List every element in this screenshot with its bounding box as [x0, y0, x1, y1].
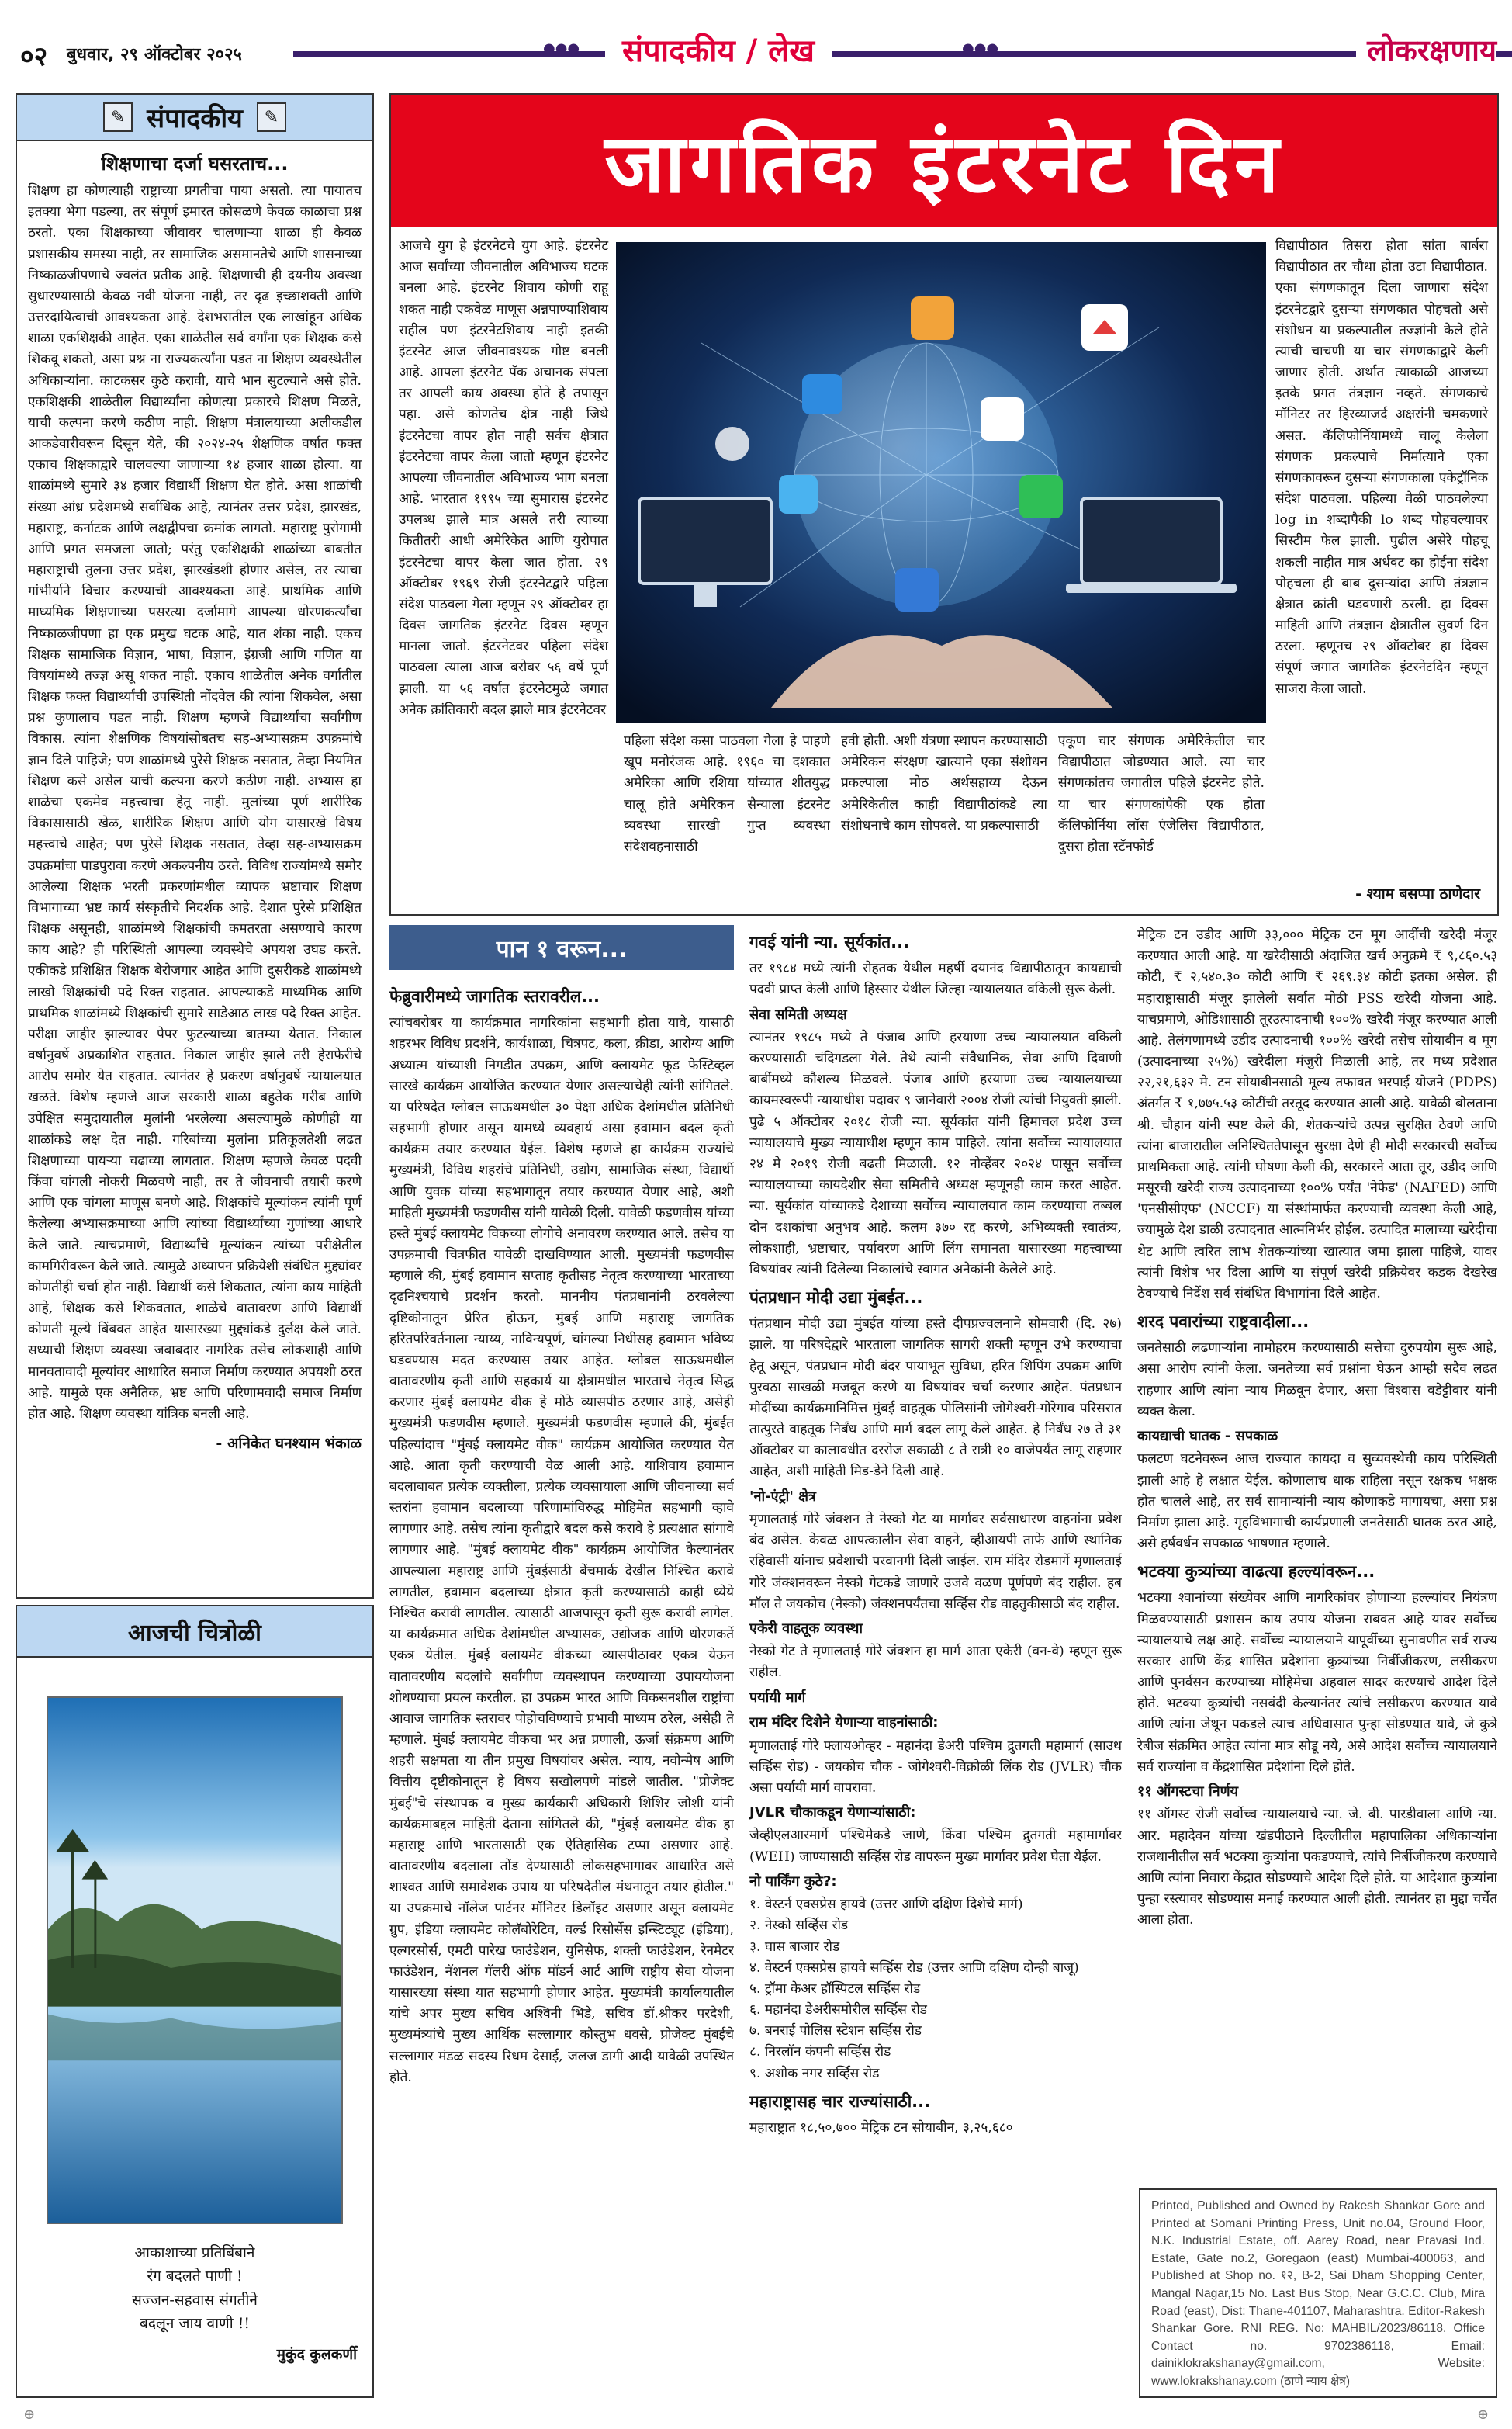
list-item: ७. बनराई पोलिस स्टेशन सर्व्हिस रोड	[749, 2023, 922, 2039]
caption-line: रंग बदलते पाणी !	[147, 2268, 243, 2285]
story-body: पंतप्रधान मोदी उद्या मुंबईत यांच्या हस्ते दीपप्रज्वलनाने सोमवारी (दि. २७) झाले. या परिषदेद्वारे भारताला जागतिक सागरी शक्ती म्हणून उभे करण्याचा हेतू असून, पंतप्रधान मोदी बंदर पायाभूत सुविधा, हरित शिपिंग उपक्रम आणि पुरवठा साखळी मजबूत करणे या विषयांवर चर्चा करणार आहेत. पंतप्रधान मोदींच्या कार्यक्रमानिमित्त मुंबई वाहतूक पोलिसांनी जोगेश्वरी-गोरेगाव परिसरात तात्पुरते वाहतूक निर्बंध आणि मार्ग बदल लागू केले आहेत. हे निर्बंध २७ ते ३१ ऑक्टोबर या कालावधीत दररोज सकाळी ८ ते रात्री १० वाजेपर्यंत लागू राहणार आहेत, अशी माहिती मिड-डेने दिली आहे.	[749, 1316, 1122, 1480]
caption-line: सज्जन-सहवास संगतीने	[132, 2291, 258, 2309]
story-subhead: पर्यायी मार्ग	[749, 1689, 806, 1706]
story-subhead: कायद्याची घातक - सपकाळ	[1137, 1427, 1278, 1444]
registration-mark: ⊕	[23, 2406, 36, 2423]
editorial-body: शिक्षण हा कोणत्याही राष्ट्राच्या प्रगतीचा पाया असतो. त्या पायातच इतक्या भेगा पडल्या, तर संपूर्ण इमारत कोसळणे केवळ काळाचा प्रश्न ठरतो. एका शिक्षकाच्या जीवावर चालणाऱ्या शाळा ही केवळ प्रशासकीय समस्या नाही, तर सामाजिक असमानतेचे आणि शासनाच्या निष्काळजीपणाचे ज्वलंत प्रतीक आहे. शिक्षणाची ही दयनीय अवस्था सुधारण्यासाठी केवळ नवी योजना नाही, तर दृढ इच्छाशक्ती आणि उत्तरदायित्वाची आवश्यकता आहे. देशभरातील एक लाखांहून अधिक शाळा एकशिक्षकी आहेत. एका शाळेतील सर्व वर्गांना एक शिक्षक कसे शिकवू शकतो, असा प्रश्न ना राज्यकर्त्यांना पडत ना शिक्षण व्यवस्थेतील अधिकाऱ्यांना. काटकसर कुठे करावी, याचे भान सुटल्याने असे होते. एकशिक्षकी शाळेतील विद्यार्थ्यांना कोणत्या प्रकारचे शिक्षण मिळते, याची कल्पना करणे कठीण नाही. शिक्षण मंत्रालयाच्या अलीकडील आकडेवारीवरून दिसून येते, की २०२४-२५ शैक्षणिक वर्षात फक्त एकाच शिक्षकाद्वारे चालवल्या जाणाऱ्या १४ हजार शाळा होत्या. या शाळांमध्ये सुमारे ३४ हजार विद्यार्थी शिक्षण घेत होते. असा शाळांची संख्या आंध्र प्रदेशमध्ये सर्वाधिक आहे, त्यानंतर उत्तर प्रदेश, झारखंड, महाराष्ट्र, कर्नाटक आणि लक्षद्वीपचा क्रमांक लागतो. महाराष्ट्र पुरोगामी आणि प्रगत समजला जातो; परंतु एकशिक्षकी शाळांच्या बाबतीत महाराष्ट्राची तुलना उत्तर प्रदेश, झारखंडशी होणार असेल, तर त्याचा गांभीर्याने विचार करण्याची आवश्यकता आहे. प्राथमिक आणि माध्यमिक शिक्षणाच्या पसरत्या दर्जामागे आपल्या धोरणकर्त्यांचा निष्काळजीपणा हा एक प्रमुख घटक आहे, यात शंका नाही. एकच शिक्षक सामाजिक विज्ञान, भाषा, विज्ञान, इंग्रजी आणि गणित या विषयांमध्ये तज्ज्ञ असू शकत नाही. एकाच शाळेतील अनेक वर्गातील शिक्षक फक्त विद्यार्थ्यांची उपस्थिती नोंदवेल की त्यांना शिकवेल, असा प्रश्न कुणालाच पडत नाही. शिक्षण म्हणजे विद्यार्थ्यांचा सर्वांगीण विकास. त्यांना शैक्षणिक विषयांसोबतच सह-अभ्यासक्रम उपक्रमांचे ज्ञान दिले पाहिजे; पण शाळांमध्ये पुरेसे शिक्षक नसतात, तेव्हा नियमित शिक्षण कसे असेल याची कल्पना करणे कठीण नाही. अभ्यास हा शाळेचा एकमेव महत्त्वाचा हेतू नाही. मुलांच्या पूर्ण शारीरिक विकासासाठी खेळ, शारीरिक शिक्षण आणि योग यासारखे विषय महत्त्वाचे आहेत; पण पुरेसे शिक्षक नसतात, तेव्हा सह-अभ्यासक्रम उपक्रमांचा पाडपुरावा करणे अकल्पनीय ठरते. विविध राज्यांमध्ये समोर आलेल्या शिक्षक भरती प्रकरणांमधील व्यापक भ्रष्टाचार शिक्षण विभागाच्या भ्रष्ट कार्य संस्कृतीचे निदर्शक आहे. देशात पुरेसे प्रशिक्षित शिक्षक असूनही, शाळांमध्ये शिक्षकांची कमतरता असण्याचे कारण काय आहे? ही परिस्थिती आपल्या व्यवस्थेचे अपयश उघड करते. एकीकडे प्रशिक्षित शिक्षक बेरोजगार आहेत आणि दुसरीकडे शाळांमध्ये लाखो शिक्षकांची पदे रिक्त राहतात. आपल्याकडे माध्यमिक आणि प्राथमिक शाळांमध्ये शिक्षकांची सुमारे साडेआठ लाख पदे रिक्त आहेत. परीक्षा जाहीर झाल्यावर पेपर फुटल्याच्या बातम्या येतात. निकाल वर्षानुवर्षे अप्रकाशित राहतात. निकाल जाहीर झाले तरी हेराफेरीचे आरोप समोर येत राहतात. त्यानंतर हे प्रकरण वर्षानुवर्षे न्यायालयात खळते. विशेष म्हणजे आज सरकारी शाळा बहुतेक गरीब आणि उपेक्षित समुदायातील मुलांनी भरलेल्या असल्यामुळे कोणीही या शाळांकडे लक्ष देत नाही. गरिबांच्या मुलांना प्रतिकूलतेशी लढत शिक्षणाच्या पायऱ्या चढाव्या लागतात. शिक्षण म्हणजे केवळ पदवी किंवा चांगली नोकरी मिळवणे नाही, तर ते जीवनाची तयारी करणे आणि एक चांगला माणूस बनणे आहे. शिक्षकांचे मूल्यांकन त्यांनी पूर्ण केलेल्या अभ्यासक्रमाच्या आणि त्यांच्या विद्यार्थ्यांच्या गुणांच्या आधारे केले जाते. त्याचप्रमाणे, विद्यार्थ्यांचे मूल्यांकन त्यांच्या परीक्षेतील कामगिरीवरून केले जाते. त्यामुळे अध्यापन प्रक्रियेशी संबंधित मुद्द्यांवर कोणतीही चर्चा होत नाही. विद्यार्थी कसे शिकतात, त्यांना काय माहिती आहे, शिक्षक कसे शिकवतात, शाळेचे वातावरण आणि विद्यार्थी कोणती मूल्ये बिंबवत आहेत यासारख्या मुद्द्यांकडे दुर्लक्ष केले जाते. सध्याची शिक्षण व्यवस्था जबाबदार नागरिक तसेच लोकशाही आणि मानवतावादी मूल्यांवर आधारित समाज निर्माण करण्यात अपयशी ठरत आहे. यामुळे एक अनैतिक, भ्रष्ट आणि परिणामवादी समाज निर्माण होत आहे. शिक्षण व्यवस्था यांत्रिक बनली आहे.	[28, 183, 362, 1422]
story-title: भटक्या कुत्र्यांच्या वाढत्या हल्ल्यांवरून...	[1137, 1562, 1375, 1582]
cartoon-caption	[17, 2241, 372, 2336]
story-subhead: ११ ऑगस्टचा निर्णय	[1137, 1783, 1239, 1800]
section-title: संपादकीय / लेख	[605, 28, 832, 71]
story-title: पंतप्रधान मोदी उद्या मुंबईत...	[749, 1288, 923, 1308]
list-item: २. नेस्को सर्व्हिस रोड	[749, 1918, 849, 1934]
feature-bottom-col: एकूण चार संगणक अमेरिकेतील चार विद्यापीठात जोडण्यात आले. त्या चार संगणकांतच जगातील पहिले इंटरनेट होते. या चार संगणकांपैकी एक होता कॅलिफोर्निया लॉस एंजेलिस विद्यापीठात, दुसरा होता स्टॅनफोर्ड	[1058, 733, 1265, 854]
story-body: जेव्हीएलआरमार्गे पश्चिमेकडे जाणे, किंवा पश्चिम द्रुतगती महामार्गावर (WEH) जाण्यासाठी सर्व्हिस रोड वापरून मुख्य मार्गावर प्रवेश घेता येईल.	[749, 1828, 1122, 1865]
feature-banner	[391, 95, 1497, 227]
editorial-heading: संपादकीय	[147, 103, 243, 134]
story-body: त्यानंतर १९८५ मध्ये ते पंजाब आणि हरयाणा उच्च न्यायालयात वकिली करण्यासाठी चंदिगडला गेले. तेथे त्यांनी संवैधानिक, सेवा आणि दिवाणी बाबींमध्ये कौशल्य मिळवले. पंजाब आणि हरयाणा उच्च न्यायालयाच्या कायमस्वरूपी न्यायाधीश पदावर ९ जानेवारी २००४ रोजी त्यांची नियुक्ती झाली. पुढे ५ ऑक्टोबर २०१८ रोजी न्या. सूर्यकांत यांनी हिमाचल प्रदेश उच्च न्यायालयाचे मुख्य न्यायाधीश म्हणून काम पाहिले. त्यांना सर्वोच्च न्यायालयात २४ मे २०१९ रोजी बढती मिळाली. १२ नोव्हेंबर २०२४ पासून सर्वोच्च न्यायालयाच्या कायदेशीर सेवा समितीचे अध्यक्ष म्हणूनही काम करत आहेत. न्या. सूर्यकांत यांच्याकडे देशाच्या सर्वोच्च न्यायालयात काम करण्याचा तब्बल दोन दशकांचा अनुभव आहे. कलम ३७० रद्द करणे, अभिव्यक्ती स्वातंत्र्य, लोकशाही, भ्रष्टाचार, पर्यावरण आणि लिंग समानता यासारख्या महत्त्वाच्या विषयांवर त्यांनी दिलेल्या निकालांचे स्वागत अनेकांनी केलेले आहे.	[749, 1029, 1122, 1277]
story-title: गवई यांनी न्या. सूर्यकांत...	[749, 933, 910, 951]
page-number: ०२	[20, 41, 48, 72]
story-body: फलटण घटनेवरून आज राज्यात कायदा व सुव्यवस्थेची काय परिस्थिती झाली आहे हे लक्षात येईल. कोणालाच धाक राहिला नसून रक्षकच भक्षक होत चालले आहे, तर सर्व सामान्यांनी न्याय कोणाकडे मागायचा, असा प्रश्न निर्माण झाला आहे. गृहविभागाची कार्यप्रणाली जनतेसाठी घातक ठरत आहे, असे हर्षवर्धन सपकाळ भाषणात म्हणाले.	[1137, 1451, 1497, 1552]
wheel-dots-icon: ●●●	[543, 40, 580, 57]
feature-title: जागतिक इंटरनेट दिन	[604, 116, 1284, 211]
list-item: १. वेस्टर्न एक्सप्रेस हायवे (उत्तर आणि दक्षिण दिशेचे मार्ग)	[749, 1897, 1023, 1913]
story-body: त्यांचबरोबर या कार्यक्रमात नागरिकांना सहभागी होता यावे, यासाठी शहरभर विविध प्रदर्शने, कार्यशाळा, चित्रपट, कला, क्रीडा, आरोग्य आणि अध्यात्म यांच्याशी निगडीत उपक्रम, आणि क्लायमेट फूड फेस्टिव्हल सारखे कार्यक्रम आयोजित करण्यात येणार असल्याचेही त्यांनी सांगितले. या परिषदेत ग्लोबल साऊथमधील ३० पेक्षा अधिक देशांमधील प्रतिनिधी सहभागी होणार असून यामध्ये व्यवहार्य असा हवामान बदल कृती कार्यक्रम तयार करण्यात येईल. विशेष म्हणजे हा कार्यक्रम राज्यांचे मुख्यमंत्री, विविध शहरांचे प्रतिनिधी, उद्योग, सामाजिक संस्था, विद्यार्थी आणि युवक यांच्या सहभागातून तयार करण्यात येणार आहे, अशी माहिती मुख्यमंत्री फडणवीस यांनी यावेळी दिली. यावेळी फडणवीस यांच्या हस्ते मुंबई क्लायमेट विकच्या लोगोचे अनावरण करण्यात आले. तसेच या उपक्रमाची चित्रफीत यावेळी दाखविण्यात आली. मुख्यमंत्री फडणवीस म्हणाले की, मुंबई हवामान सप्ताह कृतीसह नेतृत्व करण्याच्या भारताच्या दृढनिश्चयाचे प्रदर्शन करतो. माननीय पंतप्रधानांनी ठरवलेल्या दृष्टिकोनातून प्रेरित होऊन, मुंबई आणि महाराष्ट्र जागतिक हरितपरिवर्तनाला न्याय्य, नाविन्यपूर्ण, चांगल्या निधीसह हवामान भविष्य घडवण्यास मदत करण्यास तयार आहेत. ग्लोबल साऊथमधील वातावरणीय कृती आणि सहकार्य या क्षेत्रामधील भारताचे नेतृत्व सिद्ध करणार मुंबई क्लायमेट वीक हे मोठे व्यासपीठ ठरणार आहे, असेही मुख्यमंत्री फडणवीस म्हणाले. मुख्यमंत्री फडणवीस म्हणाले की, मुंबईत पहिल्यांदाच "मुंबई क्लायमेट वीक" कार्यक्रम आयोजित करण्यात येत आहे. आता कृती करण्याची वेळ आली आहे. याशिवाय हवामान बदलाबाबत प्रत्येक व्यक्तीला, प्रत्येक व्यवसायाला आणि जीवनाच्या सर्व स्तरांना हवामान बदलाच्या परिणामांविरुद्ध मोहिमेत सहभागी व्हावे लागणार आहे. तसेच त्यांना कृतीद्वारे बदल कसे करावे हे प्रत्यक्षात सांगावे लागणार आहे. "मुंबई क्लायमेट वीक" कार्यक्रम आयोजित केल्यानंतर आपल्याला महाराष्ट्र आणि मुंबईसाठी बेंचमार्क देखील निश्चित करावे लागतील, हवामान बदलाच्या क्षेत्रात कृती करण्यासाठी काही ध्येये निश्चित करावी लागतील. त्यासाठी आजपासून कृती सुरू करावी लागेल. या कार्यक्रमात अधिक देशांमधील अभ्यासक, उद्योजक आणि धोरणकर्ते एकत्र येतील. मुंबई क्लायमेट वीकच्या व्यासपीठावर एकत्र येऊन वातावरणीय बदलांचे सर्वांगीण व्यवस्थापन करण्याच्या उपाययोजना शोधण्याचा प्रयत्न करतील. हा उपक्रम भारत आणि विकसनशील राष्ट्रांचा आवाज जागतिक स्तरावर पोहोचविण्याचे प्रभावी माध्यम ठरेल, असेही ते म्हणाले. मुंबई क्लायमेट वीकचा भर अन्न प्रणाली, ऊर्जा संक्रमण आणि शहरी सक्षमता या तीन प्रमुख विषयांवर असेल. न्याय, नवोन्मेष आणि वित्तीय दृष्टीकोनातून हे विषय सखोलपणे मांडले जातील. "प्रोजेक्ट मुंबई"चे संस्थापक व मुख्य कार्यकारी अधिकारी शिशिर जोशी यांनी कार्यक्रमाबद्दल माहिती देताना सांगितले की, "मुंबई क्लायमेट वीक हा महाराष्ट्र आणि भारतासाठी एक ऐतिहासिक टप्पा असणार आहे. वातावरणीय बदलाला तोंड देण्यासाठी लोकसहभागावर आधारित असे शाश्वत आणि समावेशक उपाय या परिषदेतील मंथनातून तयार होतील." या उपक्रमाचे नॉलेज पार्टनर मॉनिटर डिलॉइट असणार असून क्लायमेट ग्रुप, इंडिया क्लायमेट कोलॅबोरेटिव, वर्ल्ड रिसोर्सेस इन्स्टिट्यूट (इंडिया), एल्गरसोर्स, एमटी पारेख फाउंडेशन, युनिसेफ, शक्ती फाउंडेशन, रेनमेटर फाउंडेशन, नॅशनल गॅलरी ऑफ मॉडर्न आर्ट आणि राष्ट्रीय सेवा योजना यासारख्या संस्था यात सहभागी होणार आहेत. मुख्यमंत्री कार्यालयातील यांचे अपर मुख्य सचिव अश्विनी भिडे, सचिव डॉ.श्रीकर परदेशी, मुख्यमंत्र्यांचे मुख्य आर्थिक सल्लागार कौस्तुभ धवसे, प्रोजेक्ट मुंबईचे सल्लागार मंडळ सदस्य रिधम देसाई, जलज डागी आदी यावेळी उपस्थित होते.	[389, 1015, 734, 2085]
story-body: मृणालताई गोरे फ्लायओव्हर - महानंदा डेअरी पश्चिम द्रुतगती महामार्ग (साउथ सर्व्हिस रोड) - जयकोच चौक - जोगेश्वरी-विक्रोळी लिंक रोड (JVLR) चौक असा पर्यायी मार्ग वापरावा.	[749, 1738, 1122, 1796]
wheel-dots-icon: ●●●	[962, 40, 999, 57]
story-subhead: सेवा समिती अध्यक्ष	[749, 1006, 847, 1023]
laptop-device	[1066, 498, 1237, 593]
list-item: ४. वेस्टर्न एक्सप्रेस हायवे सर्व्हिस रोड (उत्तर आणि दक्षिण दोन्ही बाजू)	[749, 1959, 1079, 1976]
cartoon-heading: आजची चित्रोळी	[17, 1606, 372, 1658]
issue-date: बुधवार, २९ ऑक्टोबर २०२५	[67, 45, 242, 64]
list-item: ५. ट्रॉमा केअर हॉस्पिटल सर्व्हिस रोड	[749, 1980, 921, 1997]
caption-line: आकाशाच्या प्रतिबिंबाने	[134, 2244, 255, 2261]
story-subhead: एकेरी वाहतूक व्यवस्था	[749, 1620, 863, 1637]
list-item: ९. अशोक नगर सर्व्हिस रोड	[749, 2065, 880, 2081]
feature-col-left: आजचे युग हे इंटरनेटचे युग आहे. इंटरनेट आज सर्वांच्या जीवनातील अविभाज्य घटक बनला आहे. इंटरनेट शिवाय कोणी राहू शकत नाही एकवेळ माणूस अन्नपाण्याशिवाय राहील पण इंटरनेटशिवाय नाही इतकी इंटरनेट आज जीवनावश्यक गोष्ट बनली आहे. आपला इंटरनेट पॅक अचानक संपला तर आपली काय अवस्था होते हे तपासून पहा. असे कोणतेच क्षेत्र नाही जिथे इंटरनेटचा वापर होत नाही सर्वच क्षेत्रात इंटरनेटचा वापर केला जातो म्हणून इंटरनेट आपल्या जीवनातील अविभाज्य भाग बनला आहे. भारतात १९९५ च्या सुमारास इंटरनेट उपलब्ध झाले मात्र असले तरी त्याच्या कितीतरी आधी अमेरिकेत आणि युरोपात इंटरनेटचा वापर केला जात होता. २९ ऑक्टोबर १९६९ रोजी इंटरनेटद्वारे पहिला संदेश पाठवला गेला म्हणून २९ ऑक्टोबर हा दिवस जागतिक इंटरनेट दिवस म्हणून मानला जातो. इंटरनेटवर पहिला संदेश पाठवला त्याला आज बरोबर ५६ वर्षे पूर्ण झाली. या ५६ वर्षात इंटरनेटमुळे जगात अनेक क्रांतिकारी बदल झाले मात्र इंटरनेटवर	[399, 238, 608, 718]
editorial-title: शिक्षणाचा दर्जा घसरताच...	[101, 153, 289, 175]
jump-column-2	[749, 925, 1122, 2400]
story-subhead: राम मंदिर दिशेने येणाऱ्या वाहनांसाठी:	[749, 1714, 939, 1731]
list-item: ६. महानंदा डेअरीसमोरील सर्व्हिस रोड	[749, 2002, 927, 2018]
caption-line: बदलून जाय वाणी !!	[140, 2315, 250, 2333]
cartoon-artist: मुकुंद कुलकर्णी	[276, 2345, 357, 2363]
imprint-box: Printed, Published and Owned by Rakesh Shankar Gore and Printed at Somani Printing Press, Unit no.04, Ground Floor, N.K. Industrial Estate, off. Aarey Road, near Pravasi Ind. Estate, Gate no.2, Goregaon (east) Mumbai-400063, and Published at Shop no. १२, B-2, Sai Dham Shopping Center, Mangal Nagar,15 No. Last Bus Stop, Near G.C.C. Club, Mira Road (east), Dist: Thane-401107, Maharashtra. Editor-Rakesh Shankar Gore. RNI REG. No: MAHBIL/2023/86118. Office Contact no. 9702386118, Email: dainiklokrakshanay@gmail.com, Website: www.lokrakshanay.com (ठाणे न्याय क्षेत्र)	[1139, 2188, 1497, 2398]
feature-col-right: विद्यापीठात तिसरा होता सांता बार्बरा विद्यापीठात तर चौथा होता उटा विद्यापीठात. एका संगणकातून दिला जाणारा संदेश इंटरनेटद्वारे दुसऱ्या संगणकात पोहचतो असे संशोधन या प्रकल्पातील तज्ज्ञांनी केले होते त्याची चाचणी या चार संगणकाद्वारे केली जाणार होती. अर्थात त्याकाळी आजच्या इतके प्रगत तंत्रज्ञान नव्हते. संगणकाचे मॉनिटर तर हिरव्याजर्द अक्षरांनी चमकणारे असत. कॅलिफोर्नियामध्ये चालू केलेला संगणक प्रकल्पाचे निर्मात्याने एका संगणकावरून दुसऱ्या संगणकाला एकेट्रॉनिक संदेश पाठवला. पहिल्या वेळी पाठवलेल्या log in शब्दापैकी lo शब्द पोहचल्यावर सिस्टीम फेल झाली. पुढील असेरे पोहचू शकली नाहीत मात्र अर्धवट का होईना संदेश पोहचला ही बाब दुसऱ्यांदा आणि तंत्रज्ञान क्षेत्रात क्रांती घडवणारी ठरली. हा दिवस माहिती आणि तंत्रज्ञान क्षेत्रातील सुवर्ण दिन ठरला. म्हणूनच २९ ऑक्टोबर हा दिवस संपूर्ण जगात जागतिक इंटरनेटदिन म्हणून साजरा केला जातो.	[1275, 238, 1488, 697]
masthead	[0, 0, 1512, 72]
jump-heading: पान १ वरून...	[389, 925, 734, 970]
jump-column-3	[1137, 925, 1497, 2182]
feature-bottom-col: हवी होती. अशी यंत्रणा स्थापन करण्यासाठी अमेरिकन संरक्षण खात्याने एका संशोधन प्रकल्पाला मोठ अर्थसहाय्य देऊन अमेरिकेतील काही विद्यापीठांकडे त्या संशोधनाचे काम सोपवले. या प्रकल्पासाठी	[841, 733, 1047, 833]
editorial-column	[16, 93, 374, 1599]
story-body: मेट्रिक टन उडीद आणि ३३,००० मेट्रिक टन मूग आदींची खरेदी मंजूर करण्यात आली आहे. या खरेदीसाठी अंदाजित खर्च अनुक्रमे ₹ ९,८६०.५३ कोटी, ₹ २,५४०.३० कोटी आणि ₹ २६९.३४ कोटी इतका असेल. ही महाराष्ट्रासाठी मंजूर झालेली सर्वात मोठी PSS खरेदी योजना आहे. याचप्रमाणे, ओडिशासाठी तूरउत्पादनाची १००% खरेदी मंजूर करण्यात आली आहे. तेलंगणामध्ये उडीद उत्पादनाची १००% खरेदी तसेच सोयाबीन व मूग (उत्पादनाच्या २५%) खरेदीला मंजुरी मिळाली आहे, तर मध्य प्रदेशात २२,२१,६३२ मे. टन सोयाबीनसाठी मूल्य तफावत भरपाई योजने (PDPS) अंतर्गत ₹ १,७७५.५३ कोटींची तरतूद करण्यात आली आहे. यावेळी बोलताना श्री. चौहान यांनी स्पष्ट केले की, शेतकऱ्यांचे उत्पन्न सुरक्षित ठेवणे आणि त्यांना बाजारातील अनिश्चिततेपासून सुरक्षा देणे ही मोदी सरकारची सर्वोच्च प्राथमिकता आहे. त्यांनी घोषणा केली की, सरकारने आता तूर, उडीद आणि मसूरची खरेदी राज्य उत्पादनाच्या १००% पर्यंत 'नेफेड' (NAFED) आणि 'एनसीसीएफ' (NCCF) या संस्थांमार्फत करण्याची व्यवस्था केली आहे, ज्यामुळे देश डाळी उत्पादनात आत्मनिर्भर होईल. उत्पादित मालाच्या खरेदीचा थेट आणि त्वरित लाभ शेतकऱ्यांच्या खात्यात जमा झाला पाहिजे, यावर त्यांनी विशेष भर दिला आणि या संपूर्ण खरेदी प्रक्रियेवर कडक देखरेख ठेवण्याचे निर्देश सर्व संबंधित विभागांना दिले आहेत.	[1137, 927, 1497, 1301]
story-title: महाराष्ट्रासह चार राज्यांसाठी...	[749, 2091, 931, 2111]
feature-byline: - श्याम बसप्पा ठाणेदार	[1355, 885, 1480, 903]
story-body: मृणालताई गोरे जंक्शन ते नेस्को गेट या मार्गावर सर्वसाधारण वाहनांना प्रवेश बंद असेल. केवळ आपत्कालीन सेवा वाहने, व्हीआयपी ताफे आणि स्थानिक रहिवासी यांनाच प्रवेशाची परवानगी दिली जाईल. राम मंदिर रोडमार्गे मृणालताई गोरे जंक्शनवरून नेस्को गेटकडे जाणारे उजवे वळण पूर्णपणे बंद राहील. हब मॉल ते जयकोच (नेस्को) जंक्शनपर्यंतचा सर्व्हिस रोड वाहतुकीसाठी बंद राहील.	[749, 1512, 1122, 1612]
story-body: नेस्को गेट ते मृणालताई गोरे जंक्शन हा मार्ग आता एकेरी (वन-वे) म्हणून सुरू राहील.	[749, 1644, 1122, 1681]
story-title: शरद पवारांच्या राष्ट्रवादीला...	[1137, 1312, 1310, 1332]
story-title: फेब्रुवारीमध्ये जागतिक स्तरावरील...	[389, 987, 600, 1006]
registration-mark: ⊕	[1476, 2406, 1489, 2423]
jump-column-1	[389, 979, 734, 2400]
story-subhead: 'नो-एंट्री' क्षेत्र	[749, 1488, 816, 1505]
story-body: तर १९८४ मध्ये त्यांनी रोहतक येथील महर्षी दयानंद विद्यापीठातून कायद्याची पदवी प्राप्त केली आणि हिस्सार येथील जिल्हा न्यायालयात वकिली सुरू केली.	[749, 961, 1122, 998]
feature-article	[389, 93, 1499, 916]
story-subhead: JVLR चौकाकडून येणाऱ्यांसाठी:	[749, 1804, 916, 1821]
story-subhead: नो पार्किंग कुठे?:	[749, 1873, 837, 1890]
editorial-byline: - अनिकेत घनश्याम भंकाळ	[216, 1435, 362, 1453]
story-body: जनतेसाठी लढणाऱ्यांना नामोहरम करण्यासाठी सत्तेचा दुरुपयोग सुरू आहे, असा आरोप त्यांनी केला. जनतेच्या सर्व प्रश्नांना घेऊन आम्ही सदैव लढत राहणार आणि त्यांना न्याय मिळवून देणार, असा विश्वास वडेट्टीवार यांनी व्यक्त केला.	[1137, 1340, 1497, 1419]
story-body: महाराष्ट्रात १८,५०,७०० मेट्रिक टन सोयाबीन, ३,२५,६८०	[749, 2119, 1013, 2136]
desk-icon: ✎	[257, 102, 286, 132]
desk-icon: ✎	[103, 102, 133, 132]
feature-bottom-col: पहिला संदेश कसा पाठवला गेला हे पाहणे खूप मनोरंजक आहे. १९६० चा दशकात अमेरिका आणि रशिया यांच्यात शीतयुद्ध चालू होते अमेरिकन सैन्याला इंटरनेट व्यवस्था सारखी गुप्त व्यवस्था संदेशवहनासाठी	[624, 733, 830, 854]
internet-illustration	[616, 242, 1266, 723]
story-body: ११ ऑगस्ट रोजी सर्वोच्च न्यायालयाचे न्या. जे. बी. पारडीवाला आणि न्या. आर. महादेवन यांच्या खंडपीठाने दिल्लीतील महापालिका अधिकाऱ्यांना राजधानीतील सर्व भटक्या कुत्र्यांना पकडण्याचे, त्यांचे निर्बीजीकरण करण्याचे आणि त्यांना निवारा केंद्रात सोडण्याचे आदेश दिले होते. या आदेशात कुत्र्यांना पुन्हा रस्त्यावर सोडण्यास मनाई करण्यात आली होती. त्यानंतर हा मुद्दा चर्चेत आला होता.	[1137, 1807, 1497, 1928]
lake-photo	[47, 1696, 343, 2224]
list-item: ८. निरलॉन कंपनी सर्व्हिस रोड	[749, 2044, 891, 2060]
brand-logo: लोकरक्षणाय	[1356, 29, 1496, 70]
masthead-rule	[293, 51, 1512, 57]
list-item: ३. घास बाजार रोड	[749, 1939, 840, 1955]
story-body: भटक्या श्वानांच्या संख्येवर आणि नागरिकांवर होणाऱ्या हल्ल्यांवर नियंत्रण मिळवण्यासाठी प्रशासन काय उपाय योजना राबवत आहे यावर सर्वोच्च न्यायालयाचे लक्ष आहे. सर्वोच्च न्यायालयाने यापूर्वीच्या सुनावणीत सर्व राज्य सरकार आणि केंद्र शासित प्रदेशांना कुत्र्यांच्या निर्बीजीकरण, लसीकरण आणि पुनर्वसन करण्याच्या मोहिमेचा अहवाल सादर करण्याचे आदेश दिले होते. भटक्या कुत्र्यांची नसबंदी केल्यानंतर त्यांचे लसीकरण करण्यात यावे आणि त्यांना जेथून पकडले त्याच अधिवासात पुन्हा सोडण्यात यावे, जे कुत्रे रेबीज संक्रमित आहेत त्यांना मात्र सोडू नये, असे आदेश सर्वोच्च न्यायालयाने सर्व राज्यांना व केंद्रशासित प्रदेशांना दिले होते.	[1137, 1590, 1497, 1775]
editorial-header	[17, 95, 372, 141]
cartoon-box	[16, 1605, 374, 2398]
